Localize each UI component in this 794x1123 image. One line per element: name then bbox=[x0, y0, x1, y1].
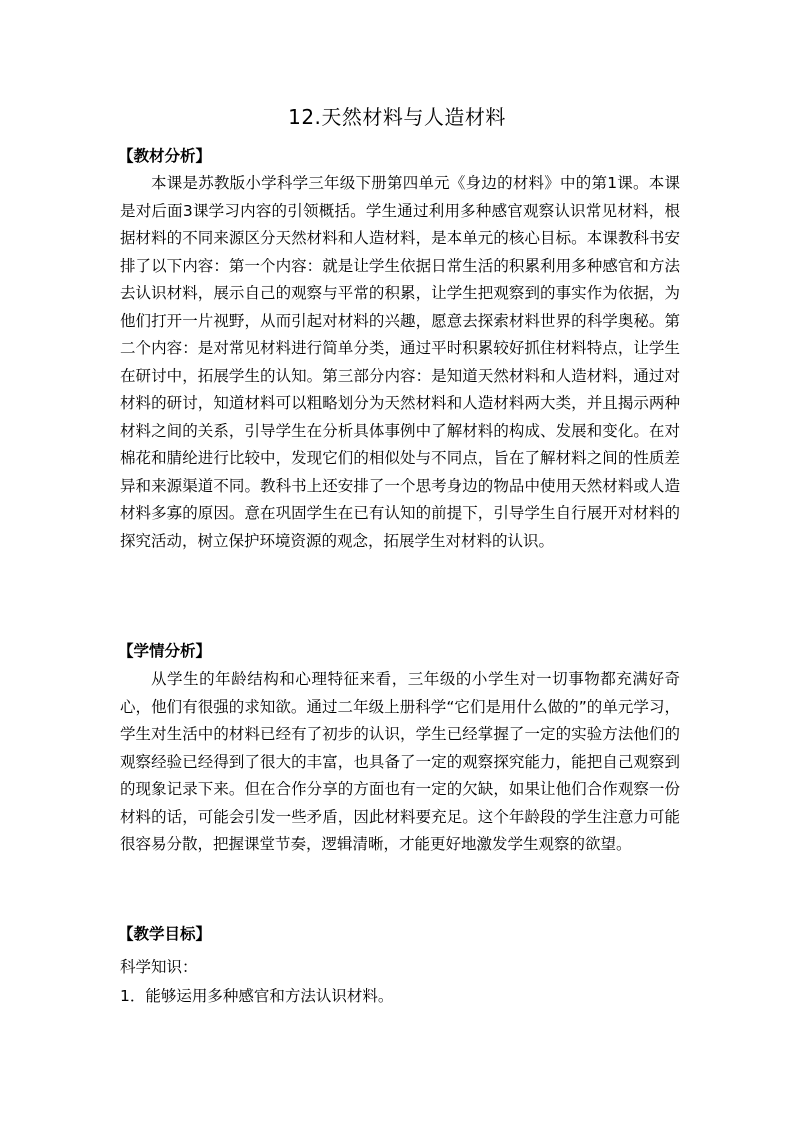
page-title: 12.天然材料与人造材料 bbox=[288, 105, 506, 129]
section-heading-student-analysis: 【学情分析】 bbox=[118, 642, 212, 660]
science-knowledge-label: 科学知识： bbox=[120, 958, 198, 976]
textbook-analysis-paragraph: 本课是苏教版小学科学三年级下册第四单元《身边的材料》中的第1课。本课是对后面3课学习内容的引领概括。学生通过利用多种感官观察认识常见材料，根据材料的不同来源区分天然材料和人造材料，是本单元的核心目标。本课教科书安排了以下内容：第一个内容：就是让学生依据日常生活的积累利用多种感官和方法去认识材料，展示自己的观察与平常的积累，让学生把观察到的事实作为依据，为他们打开一片视野，从而引起对材料的兴趣，愿意去探索材料世界的科学奥秘。第二个内容：是对常见材料进行简单分类，通过平时积累较好抓住材料特点，让学生在研讨中，拓展学生的认知。第三部分内容：是知道天然材料和人造材料，通过对材料的研讨，知道材料可以粗略划分为天然材料和人造材料两大类，并且揭示两种材料之间的关系，引导学生在分析具体事例中了解材料的构成、发展和变化。在对棉花和腈纶进行比较中，发现它们的相似处与不同点，旨在了解材料之间的性质差异和来源渠道不同。教科书上还安排了一个思考身边的物品中使用天然材料或人造材料多寡的原因。意在巩固学生在已有认知的前提下，引导学生自行展开对材料的探究活动，树立保护环境资源的观念，拓展学生对材料的认识。 bbox=[120, 174, 680, 550]
goal-list-item: 1．能够运用多种感官和方法认识材料。 bbox=[120, 987, 394, 1005]
section-heading-textbook-analysis: 【教材分析】 bbox=[118, 147, 212, 165]
section-heading-teaching-goals: 【教学目标】 bbox=[118, 925, 212, 943]
student-analysis-paragraph: 从学生的年龄结构和心理特征来看，三年级的小学生对一切事物都充满好奇心，他们有很强的求知欲。通过二年级上册科学“它们是用什么做的”的单元学习，学生对生活中的材料已经有了初步的认识，学生已经掌握了一定的实验方法他们的观察经验已经得到了很大的丰富，也具备了一定的观察探究能力，能把自己观察到的现象记录下来。但在合作分享的方面也有一定的欠缺，如果让他们合作观察一份材料的话，可能会引发一些矛盾，因此材料要充足。这个年龄段的学生注意力可能很容易分散，把握课堂节奏，逻辑清晰，才能更好地激发学生观察的欲望。 bbox=[120, 670, 680, 853]
